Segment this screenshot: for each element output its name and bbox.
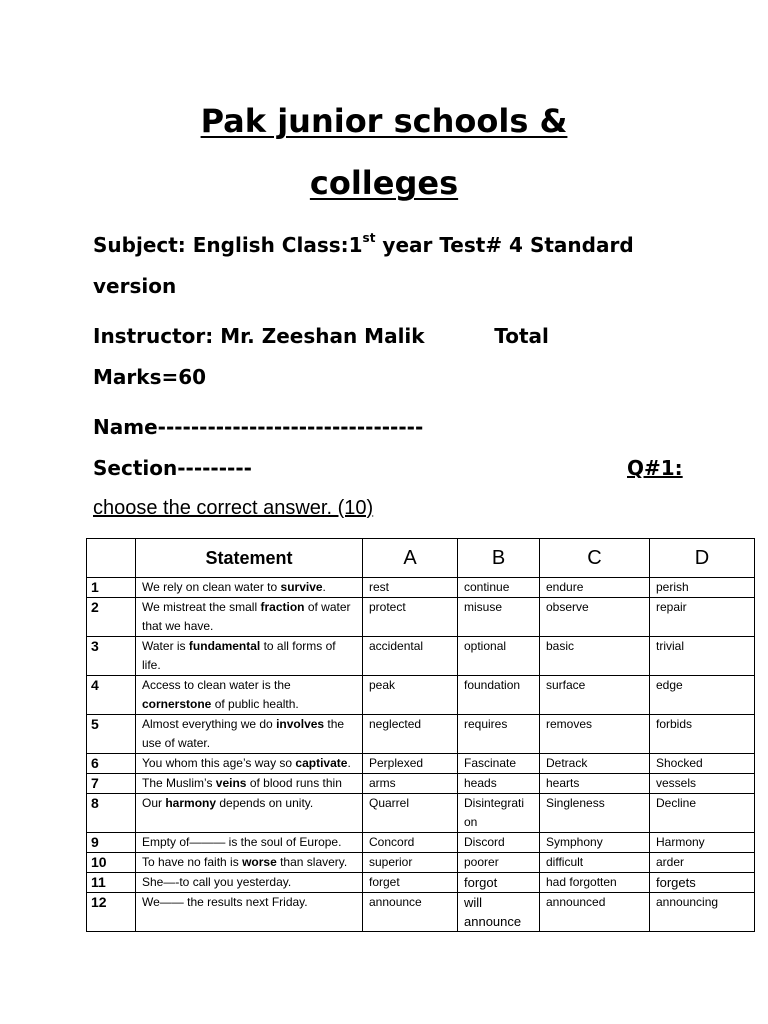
option-b-cell: Disintegrati on — [458, 794, 540, 833]
table-row — [87, 637, 755, 676]
statement-text: Access to clean water is the — [142, 678, 291, 692]
statement-cell — [136, 774, 363, 794]
statement-cell — [136, 598, 363, 637]
statement-text: You whom this age’s way so — [142, 756, 296, 770]
table-row — [87, 676, 755, 715]
statement-text-end: . — [322, 580, 326, 594]
option-a-cell: arms — [363, 774, 458, 794]
name-field-line: Name-------------------------------- — [93, 415, 424, 439]
question-number: 11 — [87, 873, 136, 893]
option-d-cell: edge — [650, 676, 755, 715]
option-d-cell: perish — [650, 578, 755, 598]
option-d-cell: repair — [650, 598, 755, 637]
header-option-d: D — [650, 539, 755, 578]
question-number: 9 — [87, 833, 136, 853]
statement-text-end: than slavery. — [276, 855, 348, 869]
question-number: 8 — [87, 794, 136, 833]
statement-text: Our — [142, 796, 166, 810]
statement-text-end: . — [347, 756, 351, 770]
statement-cell — [136, 676, 363, 715]
option-d-cell: Harmony — [650, 833, 755, 853]
statement-cell — [136, 833, 363, 853]
title-line-1: Pak junior schools & — [200, 102, 568, 140]
option-b-cell: poorer — [458, 853, 540, 873]
statement-cell — [136, 578, 363, 598]
subject-line-2: version — [93, 274, 177, 298]
question-number: 12 — [87, 893, 136, 932]
option-c-cell: announced — [540, 893, 650, 932]
statement-text-end: the use of water. — [142, 717, 345, 750]
statement-cell — [136, 893, 363, 932]
statement-keyword: involves — [276, 717, 325, 731]
table-row — [87, 873, 755, 893]
option-c-cell: had forgotten — [540, 873, 650, 893]
table-row — [87, 774, 755, 794]
option-c-cell: surface — [540, 676, 650, 715]
option-b-cell: misuse — [458, 598, 540, 637]
table-row — [87, 833, 755, 853]
option-b-cell: heads — [458, 774, 540, 794]
option-a-cell: rest — [363, 578, 458, 598]
question-number: 10 — [87, 853, 136, 873]
title-line-2: colleges — [309, 164, 459, 202]
option-b-cell: foundation — [458, 676, 540, 715]
question-number: 5 — [87, 715, 136, 754]
statement-text-end: of public health. — [211, 697, 299, 711]
statement-keyword: fraction — [260, 600, 305, 614]
subject-superscript: st — [362, 231, 376, 245]
option-c-cell: Detrack — [540, 754, 650, 774]
option-b-cell: will announce — [458, 893, 540, 932]
option-c-cell: Symphony — [540, 833, 650, 853]
instructor-line: Instructor: Mr. Zeeshan Malik Total — [93, 324, 549, 348]
statement-text: She—-to call you yesterday. — [142, 875, 292, 889]
option-c-cell: observe — [540, 598, 650, 637]
table-header-row — [87, 539, 755, 578]
statement-text: Empty of——— is the soul of Europe. — [142, 835, 342, 849]
subject-line — [93, 233, 634, 257]
option-c-cell: difficult — [540, 853, 650, 873]
option-d-cell: vessels — [650, 774, 755, 794]
option-d-cell: Shocked — [650, 754, 755, 774]
table-row — [87, 893, 755, 932]
question-number: 2 — [87, 598, 136, 637]
header-option-a: A — [363, 539, 458, 578]
option-c-cell: hearts — [540, 774, 650, 794]
statement-cell — [136, 754, 363, 774]
option-a-cell: neglected — [363, 715, 458, 754]
question-number: 7 — [87, 774, 136, 794]
statement-keyword: fundamental — [188, 639, 261, 653]
statement-text: To have no faith is — [142, 855, 243, 869]
header-option-b: B — [458, 539, 540, 578]
marks-line: Marks=60 — [93, 365, 207, 389]
option-a-cell: peak — [363, 676, 458, 715]
option-a-cell: Perplexed — [363, 754, 458, 774]
table-row — [87, 754, 755, 774]
statement-text: We rely on clean water to — [142, 580, 281, 594]
statement-cell — [136, 873, 363, 893]
question-label: Q#1: — [627, 456, 683, 480]
option-b-cell: Discord — [458, 833, 540, 853]
statement-text-end: to all forms of life. — [142, 639, 336, 672]
option-a-cell: announce — [363, 893, 458, 932]
statement-cell — [136, 794, 363, 833]
statement-text-end: depends on unity. — [216, 796, 314, 810]
option-d-cell: forbids — [650, 715, 755, 754]
question-instruction: choose the correct answer. (10) — [93, 497, 374, 519]
question-number: 3 — [87, 637, 136, 676]
statement-keyword: harmony — [165, 796, 217, 810]
option-d-cell: arder — [650, 853, 755, 873]
option-a-cell: forget — [363, 873, 458, 893]
option-a-cell: accidental — [363, 637, 458, 676]
statement-keyword: worse — [242, 855, 277, 869]
option-d-cell: Decline — [650, 794, 755, 833]
statement-text: We—— the results next Friday. — [142, 895, 308, 909]
statement-cell — [136, 637, 363, 676]
option-b-cell: optional — [458, 637, 540, 676]
header-statement: Statement — [136, 539, 363, 578]
table-row — [87, 794, 755, 833]
statement-cell — [136, 853, 363, 873]
mcq-table — [86, 538, 755, 932]
table-row — [87, 578, 755, 598]
option-a-cell: Concord — [363, 833, 458, 853]
question-number: 6 — [87, 754, 136, 774]
option-b-cell: Fascinate — [458, 754, 540, 774]
option-b-cell: continue — [458, 578, 540, 598]
option-d-cell: trivial — [650, 637, 755, 676]
section-field-line: Section--------- — [93, 456, 252, 480]
statement-text: We mistreat the small — [142, 600, 261, 614]
question-number: 1 — [87, 578, 136, 598]
option-c-cell: endure — [540, 578, 650, 598]
option-c-cell: basic — [540, 637, 650, 676]
option-c-cell: removes — [540, 715, 650, 754]
option-a-cell: superior — [363, 853, 458, 873]
statement-keyword: veins — [215, 776, 247, 790]
subject-prefix: Subject: English Class:1 — [93, 233, 363, 257]
statement-cell — [136, 715, 363, 754]
statement-text: Almost everything we do — [142, 717, 277, 731]
option-d-cell: forgets — [650, 873, 755, 893]
table-row — [87, 853, 755, 873]
header-option-c: C — [540, 539, 650, 578]
statement-text: Water is — [142, 639, 189, 653]
option-a-cell: protect — [363, 598, 458, 637]
statement-text: The Muslim’s — [142, 776, 216, 790]
question-number: 4 — [87, 676, 136, 715]
option-b-cell: requires — [458, 715, 540, 754]
statement-text-end: of blood runs thin — [246, 776, 342, 790]
statement-keyword: captivate — [295, 756, 348, 770]
header-number — [87, 539, 136, 578]
option-b-cell: forgot — [458, 873, 540, 893]
option-c-cell: Singleness — [540, 794, 650, 833]
statement-keyword: cornerstone — [142, 697, 212, 711]
statement-keyword: survive — [280, 580, 323, 594]
table-row — [87, 598, 755, 637]
statement-text-end: of water that we have. — [142, 600, 351, 633]
option-a-cell: Quarrel — [363, 794, 458, 833]
option-d-cell: announcing — [650, 893, 755, 932]
subject-suffix: year Test# 4 Standard — [375, 233, 634, 257]
table-row — [87, 715, 755, 754]
